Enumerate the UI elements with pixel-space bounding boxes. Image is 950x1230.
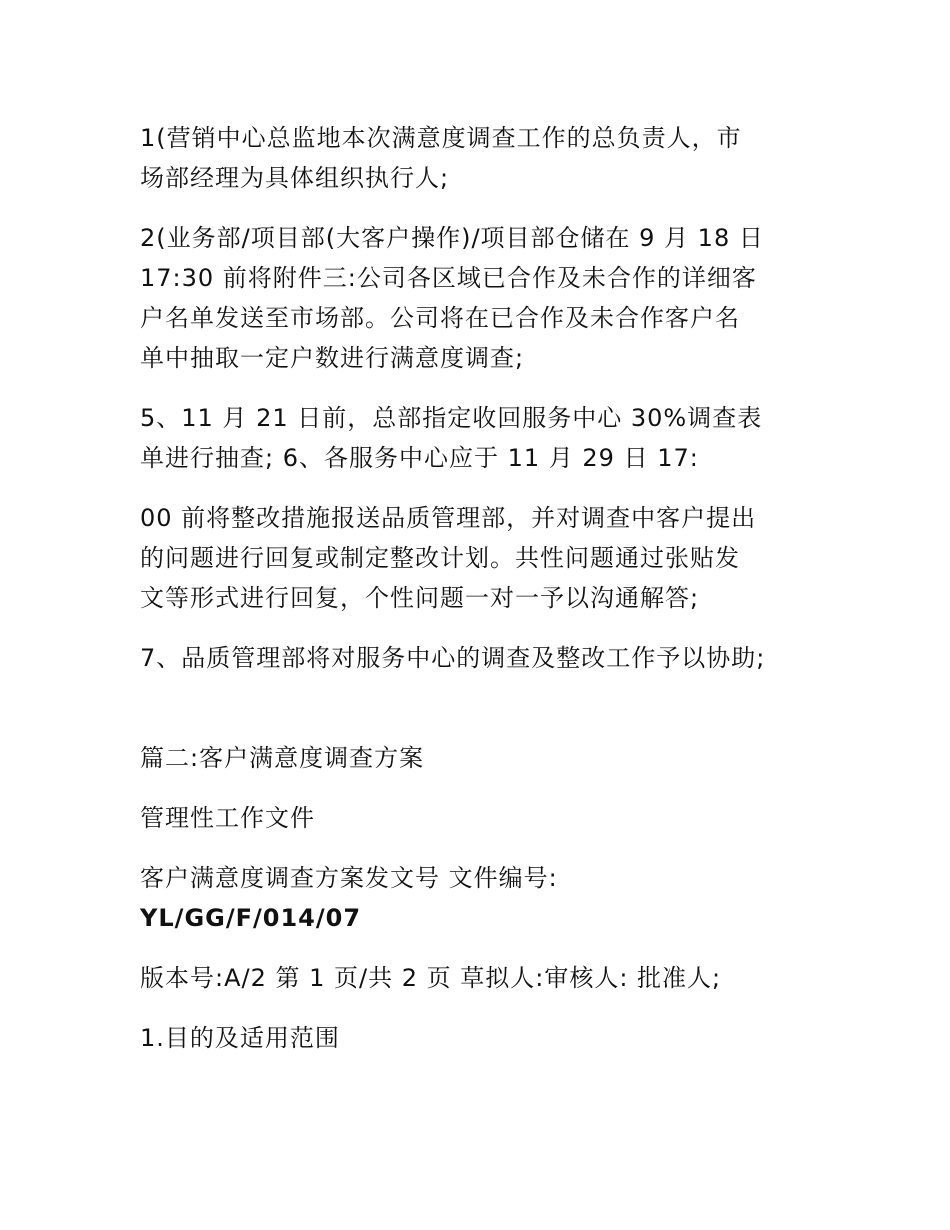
- text-line: 客户满意度调查方案发文号 文件编号:: [140, 864, 558, 892]
- text-line: 户名单发送至市场部。公司将在已合作及未合作客户名: [140, 304, 740, 332]
- subsection-heading: [140, 1018, 830, 1058]
- text-line: 7、品质管理部将对服务中心的调查及整改工作予以协助;: [140, 644, 766, 672]
- paragraph-2: [140, 218, 830, 378]
- text-line: 5、11 月 21 日前，总部指定收回服务中心 30%调查表: [140, 404, 763, 432]
- text-line: 1.目的及适用范围: [140, 1024, 340, 1052]
- paragraph-3: [140, 398, 830, 478]
- text-line: 17:30 前将附件三:公司各区域已合作及未合作的详细客: [140, 264, 757, 292]
- text-line: 00 前将整改措施报送品质管理部，并对调查中客户提出: [140, 504, 757, 532]
- document-number: [140, 858, 830, 938]
- section-heading: [140, 738, 830, 778]
- text-line: 文等形式进行回复，个性问题一对一予以沟通解答;: [140, 584, 700, 612]
- text-line: 场部经理为具体组织执行人;: [140, 164, 450, 192]
- document-type: [140, 798, 830, 838]
- paragraph-5: [140, 638, 830, 678]
- paragraph-4: [140, 498, 830, 618]
- text-line: 单进行抽查; 6、各服务中心应于 11 月 29 日 17:: [140, 444, 699, 472]
- text-line: 2(业务部/项目部(大客户操作)/项目部仓储在 9 月 18 日: [140, 224, 764, 252]
- text-line: 篇二:客户满意度调查方案: [140, 744, 425, 772]
- text-line: 的问题进行回复或制定整改计划。共性问题通过张贴发: [140, 544, 740, 572]
- version-info: [140, 958, 830, 998]
- text-line: 版本号:A/2 第 1 页/共 2 页 草拟人:审核人: 批准人;: [140, 964, 722, 992]
- text-line: 单中抽取一定户数进行满意度调查;: [140, 344, 525, 372]
- text-line: YL/GG/F/014/07: [140, 904, 362, 932]
- text-line: 1(营销中心总监地本次满意度调查工作的总负责人，市: [140, 124, 742, 152]
- text-line: 管理性工作文件: [140, 804, 315, 832]
- paragraph-1: [140, 118, 830, 198]
